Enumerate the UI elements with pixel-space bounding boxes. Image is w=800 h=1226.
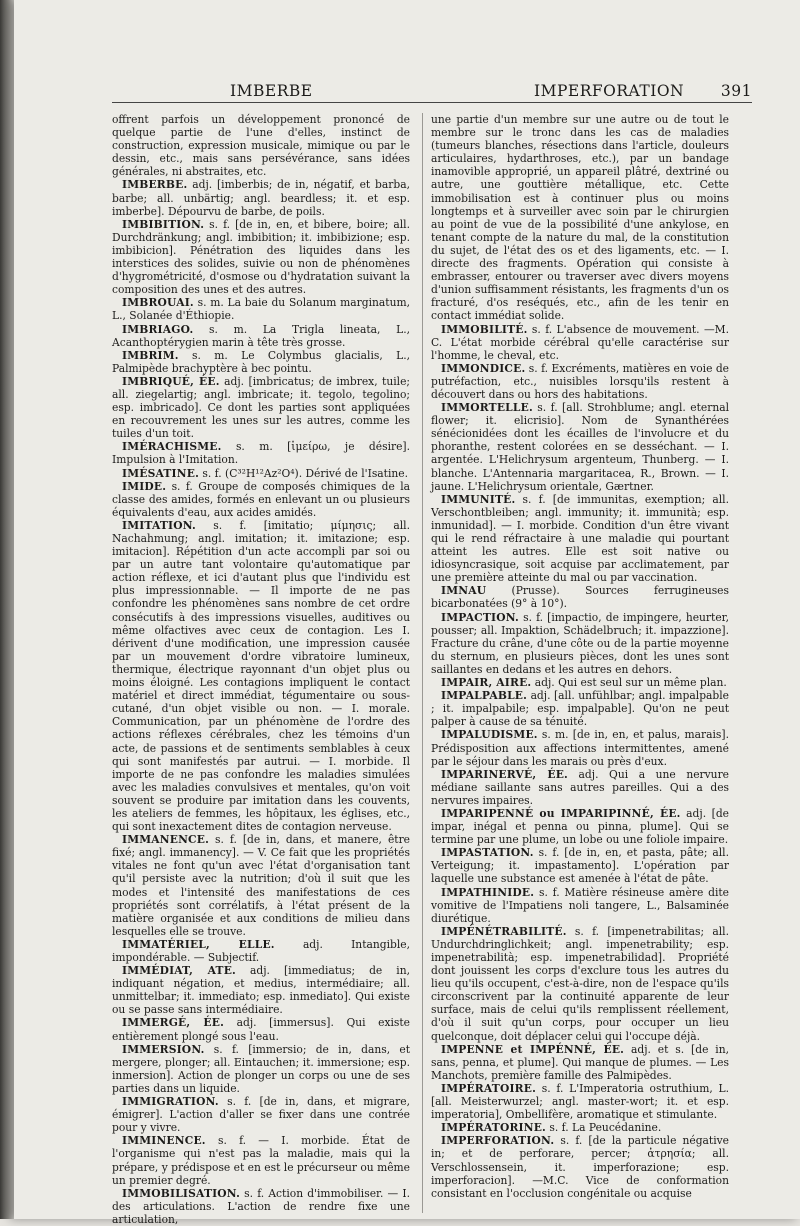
entry-text: s. f. (C³²H¹²Az²O⁴). Dérivé de l'Isatine. [199,466,408,480]
dictionary-entry [112,375,410,440]
entry-text: adj. Qui est seul sur un même plan. [531,676,727,690]
entry-headword: IMPÉRATOIRE. [441,1081,537,1095]
dictionary-entry [431,1082,729,1121]
dictionary-entry [431,728,729,767]
dictionary-entry [112,323,410,349]
entry-text: adj. [immersus]. Qui existe entièrement plongé sous l'eau. [112,1016,410,1043]
dictionary-entry [112,1187,410,1226]
dictionary-entry [431,807,729,846]
entry-text: s. f. [de in, dans, et manere, être fixé; angl. immanency]. — V. Ce fait que les propriétés vitales ne font qu'un avec l'état d'organisation tant qu'il persiste avec la nutrition; d'où il suit que les modes et l'intensité des manifestations de ces propriétés sont corrélatifs, à l'état présent de la matière organisée et aux conditions de milieu dans lesquelles elle se trouve. [112,833,410,938]
dictionary-entry [431,611,729,676]
entry-headword: IMMOBILISATION. [122,1186,241,1200]
dictionary-entry [112,833,410,938]
dictionary-entry [431,1134,729,1199]
entry-text: adj. [imberbis; de in, négatif, et barba, barbe; all. unbärtig; angl. beardless; it. et esp. imberbe]. Dépourvu de barbe, de poils. [112,178,410,218]
dictionary-entry [112,467,410,480]
entry-headword: IMMIGRATION. [122,1095,219,1109]
dictionary-entry [431,689,729,728]
entry-text: adj. [immediatus; de in, indiquant négation, et medius, intermédiaire; all. unmittelbar; it. immediato; esp. inmediato]. Qui existe ou se passe sans intermédiaire. [112,964,410,1017]
dictionary-entry [112,218,410,297]
entry-text: adj. et s. [de in, sans, penna, et plume]. Qui manque de plumes. — Les Manchots, première famille des Palmipèdes. [431,1042,729,1082]
dictionary-entry [431,1043,729,1082]
page-number: 391 [720,82,752,100]
entry-text: s. f. Groupe de composés chimiques de la classe des amides, formés en enlevant un ou plusieurs équivalents d'eau, aux acides amidés. [112,479,410,519]
dictionary-entry [431,925,729,1043]
entry-text: s. f. [impenetrabilitas; all. Undurchdringlichkeit; angl. impenetrability; esp. impenetrabilità; esp. impenetrabilidad]. Propriété dont jouissent les corps d'exclure tous les autres du lieu qu'ils occupent, c'est-à-dire, non de l'espace qu'ils circonscrivent par la continuité apparente de leur surface, mais de celui qu'ils remplissent réellement, d'où il suit qu'un corps, pour occuper un lieu quelconque, doit déplacer celui qui l'occupe déjà. [431,924,729,1043]
entry-headword: IMPASTATION. [441,846,534,860]
dictionary-entry [431,113,729,323]
dictionary-entry [112,1043,410,1095]
entry-text: offrent parfois un développement prononcé de quelque partie de l'une d'elles, instinct de construction, expression musicale, mimique ou par le dessin, etc., mais sans persévérance, sans idées générales, ni abstraites, etc. [112,113,410,179]
entry-headword: IMBROUAI. [122,296,194,310]
dictionary-entry [112,296,410,322]
header-rule [112,102,752,103]
entry-headword: IMMORTELLE. [441,401,533,415]
dictionary-entry [431,846,729,885]
entry-text: s. f. [de in, en, et bibere, boire; all. Durchdränkung; angl. imbibition; it. imbibizione; esp. imbibicion]. Pénétration des liquides dans les interstices des solides, suivie ou non de phénomènes d'hygrométricité, d'osmose ou d'hydratation suivant la composition des unes et des autres. [112,217,410,297]
dictionary-entry [112,113,410,178]
entry-headword: IMPERFORATION. [441,1134,555,1148]
entry-headword: IMPATHINIDE. [441,885,535,899]
dictionary-entry [112,349,410,375]
entry-text: s. f. [all. Strohblume; angl. eternal flower; it. elicrisio]. Nom de Synanthérées sénécionidées dont les écailles de l'involucre et du phoranthe, restent colorées en se desséchant. — I. argentée. L'Helichrysum argenteum, Thunberg. — I. blanche. L'Antennaria margaritacea, R., Brown. — I. jaune. L'Helichrysum orientale, Gærtner. [431,401,729,493]
entry-text: s. m. Le Colymbus glacialis, L., Palmipède brachyptère à bec pointu. [112,348,410,375]
entry-text: s. f. — I. morbide. État de l'organisme qui n'est pas la maladie, mais qui la prépare, y prédispose et en est le précurseur ou même un premier degré. [112,1134,411,1187]
dictionary-entry [112,1016,410,1042]
entry-text: s. f. [de la particule négative in; et de perforare, percer; ἀτρησία; all. Verschlossensein, it. imperforazione; esp. imperforacion]. —M.C. Vice de conformation consistant en l'occlusion congénitale ou acquise [431,1134,729,1200]
dictionary-entry [431,493,729,585]
entry-headword: IMITATION. [122,518,196,532]
right-column [431,113,729,1213]
entry-headword: IMBRIM. [122,348,179,362]
dictionary-entry [112,480,410,519]
entry-text: adj. [imbricatus; de imbrex, tuile; all. ziegelartig; angl. imbricate; it. tegolo, tegolino; esp. imbricado]. Ce dont les parties sont appliquées en recouvrement les unes sur les autres, comme les tuiles d'un toit. [112,374,411,441]
dictionary-entry [431,584,729,610]
dictionary-entry [431,401,729,493]
left-column [112,113,411,1226]
entry-text: s. m. [ἱμείρω, je désire]. Impulsion à l'Imitation. [112,440,410,467]
dictionary-entry [112,964,410,1016]
dictionary-entry [431,768,729,807]
entry-headword: IMMERSION. [122,1042,205,1056]
entry-text: s. f. Action d'immobiliser. — I. des articulations. L'action de rendre fixe une articulation, [112,1186,410,1226]
entry-headword: IMMUNITÉ. [441,492,516,506]
dictionary-entry [112,178,410,217]
entry-headword: IMPARINERVÉ, ÉE. [441,767,568,781]
entry-text: s. f. La Peucédanine. [545,1121,662,1135]
header-left-word: IMBERBE [230,82,313,100]
entry-headword: IMÉSATINE. [122,466,199,480]
entry-text: adj. Qui a une nervure médiane saillante sans autres pareilles. Qui a des nervures impaires. [431,767,730,807]
entry-text: s. m. [de in, en, et palus, marais]. Prédisposition aux affections intermittentes, amené par le séjour dans les marais ou près d'eux. [431,728,729,768]
entry-headword: IMMERGÉ, ÉE. [122,1016,225,1030]
book-binding-edge [0,0,14,1219]
entry-headword: IMPENNE et IMPÉNNÉ, ÉE. [441,1042,625,1056]
entry-headword: IMMINENCE. [122,1134,206,1148]
entry-headword: IMPALPABLE. [441,689,528,703]
entry-text: adj. [de impar, inégal et penna ou pinna, plume]. Qui se termine par une plume, un lobe ou une foliole impaire. [431,806,729,847]
entry-headword: IMMONDICE. [441,361,526,375]
entry-headword: IMPALUDISME. [441,728,538,742]
entry-headword: IMMOBILITÉ. [441,322,528,336]
entry-text: s. f. Matière résineuse amère dite vomitive de l'Impatiens noli tangere, L., Balsaminée diurétique. [431,885,729,925]
entry-headword: IMBRIQUÉ, ÉE. [122,374,220,388]
dictionary-entry [431,1121,729,1134]
entry-text: une partie d'un membre sur une autre ou de tout le membre sur le tronc dans les cas de maladies (tumeurs blanches, résections dans l'article, douleurs articulaires, hydarthroses, etc.), par un bandage inamovible approprié, un appareil plâtré, dextriné ou autre, une gouttière métallique, etc. Cette immobilisation est à continuer plus ou moins longtemps et à surveiller avec soin par le chirurgien au point de vue de la possibilité d'une ankylose, en tenant compte de la nature du mal, de la constitution du sujet, de l'état des os et des ligaments, etc. — I. directe des fragments. Opération qui consiste à embrasser, entourer ou traverser avec divers moyens d'union suffisamment résistants, les fragments d'un os fracturé, d'os reséqués, etc., afin de les tenir en contact immédiat solide. [431,113,729,323]
entry-text: adj. Intangible, impondérable. — Subjectif. [112,937,410,964]
dictionary-entry [112,519,410,833]
entry-headword: IMBERBE. [122,178,188,192]
entry-text: (Prusse). Sources ferrugineuses bicarbonatées (9° à 10°). [431,584,729,611]
column-separator [422,113,423,1213]
dictionary-entry [112,440,410,466]
dictionary-entry [431,323,729,362]
entry-headword: IMMATÉRIEL, ELLE. [122,937,275,951]
entry-headword: IMMANENCE. [122,833,210,847]
entry-headword: IMBIBITION. [122,217,205,231]
entry-text: s. f. L'Imperatoria ostruthium, L. [all. Meisterwurzel; angl. master-wort; it. et esp. imperatoria], Ombellifère, aromatique et stimulante. [431,1081,729,1122]
entry-headword: IMPACTION. [441,610,519,624]
entry-text: adj. [all. unfühlbar; angl. impalpable ; it. impalpabile; esp. impalpable]. Qu'on ne peut palper à cause de sa ténuité. [431,689,729,729]
entry-text: s. f. [imitatio; μίμησις; all. Nachahmung; angl. imitation; it. imitazione; esp. imitacion]. Répétition d'un acte accompli par soi ou par un autre tant volontaire qu'automatique par action réflexe, et ici d'autant plus que l'individu est plus impressionnable. — Il importe de ne pas confondre les phénomènes sans nombre de cet ordre consécutifs à des impressions visuelles, auditives ou même olfactives avec ceux de contagion. Les I. dérivent d'une modification, une impression causée par un mouvement d'ordre vibratoire lumineux, thermique, électrique rayonnant d'un objet plus ou moins éloigné. Les contagions impliquent le contact matériel et direct immédiat, tégumentaire ou sous-cutané, d'un objet visible ou non. — I. morale. Communication, par un phénomène de l'ordre des actions réflexes cérébrales, chez les témoins d'un acte, de passions et de sentiments semblables à ceux qui sont manifestés par autrui. — I. morbide. Il importe de ne pas confondre les maladies simulées avec les maladies convulsives et mentales, qu'on voit souvent se produire par imitation dans les couvents, les ateliers de femmes, les hôpitaux, les églises, etc., qui sont inexactement dites de contagion nerveuse. [112,518,410,834]
dictionary-entry [431,362,729,401]
dictionary-entry [112,1134,410,1186]
dictionary-entry [431,886,729,925]
entry-text: s. f. Excréments, matières en voie de putréfaction, etc., nuisibles lorsqu'ils restent à découvert dans ou hors des habitations. [431,361,729,401]
entry-headword: IMPÉRATORINE. [441,1121,546,1135]
entry-headword: IMPÉNÉTRABILITÉ. [441,924,567,938]
entry-text: s. m. La baie du Solanum marginatum, L., Solanée d'Éthiopie. [112,296,410,323]
entry-headword: IMNAU [441,584,487,598]
dictionary-entry [112,938,410,964]
entry-text: s. f. [immersio; de in, dans, et mergere, plonger; all. Eintauchen; it. immersione; esp. inmersion]. Action de plonger un corps ou une de ses parties dans un liquide. [112,1042,410,1095]
entry-text: s. f. [impactio, de impingere, heurter, pousser; all. Impaktion, Schädelbruch; it. impazzione]. Fracture du crâne, d'une côte ou de la partie moyenne du sternum, en plusieurs pièces, dont les unes sont saillantes en dedans et les autres en dehors. [431,610,729,676]
entry-headword: IMMÉDIAT, ATE. [122,964,236,978]
entry-headword: IMPAIR, AIRE. [441,676,532,690]
entry-text: s. f. L'absence de mouvement. —M. C. L'état morbide cérébral qu'elle caractérise sur l'homme, le cheval, etc. [431,322,729,362]
dictionary-entry [431,676,729,689]
entry-text: s. f. [de in, dans, et migrare, émigrer]. L'action d'aller se fixer dans une contrée pour y vivre. [112,1095,410,1135]
header-right-word: IMPERFORATION [534,82,685,100]
entry-text: s. f. [de immunitas, exemption; all. Verschontbleiben; angl. immunity; it. immunità; esp. inmunidad]. — I. morbide. Condition d'un être vivant qui le rend réfractaire à une maladie qui pourtant atteint les autres. Elle est soit native ou idiosyncrasique, soit acquise par acclimatement, par une première atteinte du mal ou par vaccination. [431,492,729,585]
entry-headword: IMPARIPENNÉ ou IMPARIPINNÉ, ÉE. [441,806,681,820]
entry-text: s. m. La Trigla lineata, L., Acanthoptérygien marin à tête très grosse. [112,322,410,349]
entry-text: s. f. [de in, en, et pasta, pâte; all. Verteigung; it. impastamento]. L'opération par laquelle une substance est amenée à l'état de pâte. [431,846,729,886]
entry-headword: IMBRIAGO. [122,322,194,336]
dictionary-entry [112,1095,410,1134]
entry-headword: IMIDE. [122,479,167,493]
entry-headword: IMÉRACHISME. [122,440,222,454]
